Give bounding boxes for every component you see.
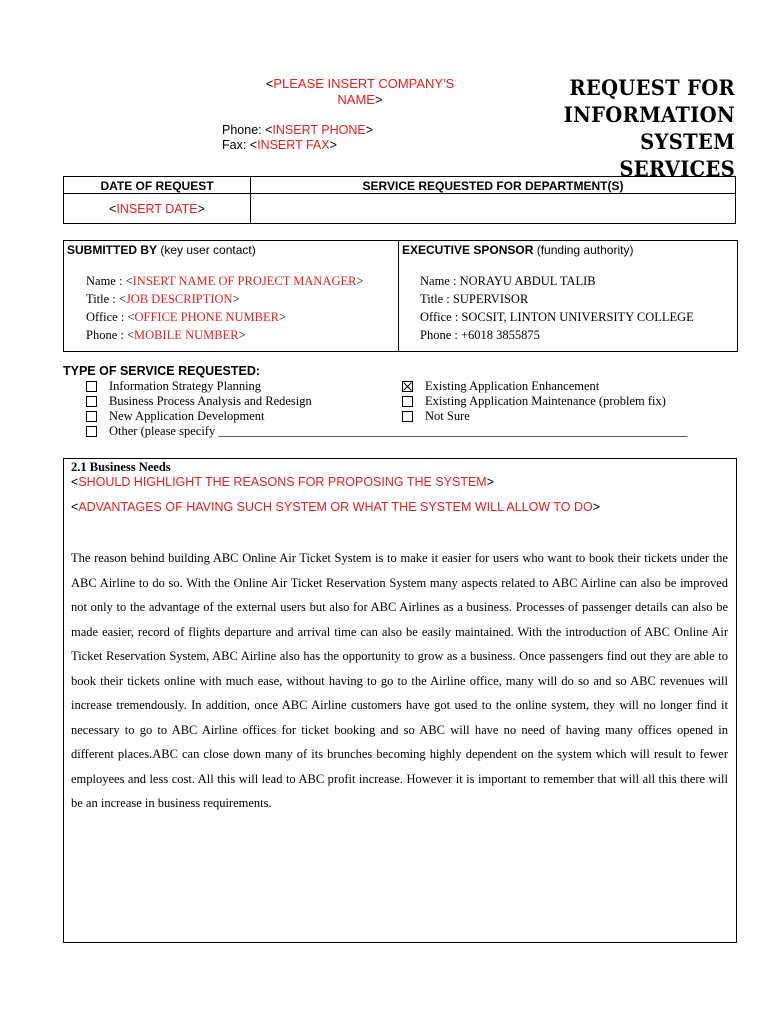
service-type-heading: TYPE OF SERVICE REQUESTED: <box>63 364 261 378</box>
checkbox[interactable] <box>86 396 97 407</box>
row-divider <box>64 193 735 194</box>
sponsor-name: Name : NORAYU ABDUL TALIB <box>420 274 596 288</box>
executive-sponsor-heading: EXECUTIVE SPONSOR (funding authority) <box>402 243 634 257</box>
submitter-title[interactable]: Title : <JOB DESCRIPTION> <box>86 292 240 306</box>
executive-sponsor-fields <box>420 272 694 344</box>
fax-line: Fax: <INSERT FAX> <box>222 138 337 152</box>
submitted-by-heading: SUBMITTED BY (key user contact) <box>67 243 256 257</box>
business-needs-prompt-advantages: <ADVANTAGES OF HAVING SUCH SYSTEM OR WHAT THE SYSTEM WILL ALLOW TO DO> <box>71 500 601 514</box>
submitter-office[interactable]: Office : <OFFICE PHONE NUMBER> <box>86 310 286 324</box>
checkbox[interactable] <box>86 411 97 422</box>
sponsor-office: Office : SOCSIT, LINTON UNIVERSITY COLLEGE <box>420 310 694 324</box>
request-table <box>63 176 736 224</box>
company-name-line2: NAME <box>337 92 375 107</box>
document-title: REQUEST FOR INFORMATION SYSTEM SERVICES <box>563 75 735 181</box>
phone-line: Phone: <INSERT PHONE> <box>222 123 374 137</box>
checkbox[interactable] <box>86 381 97 392</box>
checkbox[interactable] <box>402 396 413 407</box>
phone-placeholder: INSERT PHONE <box>272 123 366 137</box>
business-needs-section <box>63 458 737 943</box>
company-contact <box>222 123 373 153</box>
submitted-by-fields <box>86 272 364 344</box>
service-department-header: SERVICE REQUESTED FOR DEPARTMENT(S) <box>362 179 624 193</box>
column-divider <box>398 241 399 351</box>
business-needs-prompt-reasons: <SHOULD HIGHLIGHT THE REASONS FOR PROPOSING THE SYSTEM> <box>71 475 495 489</box>
date-of-request-header: DATE OF REQUEST <box>100 179 214 193</box>
checkbox[interactable] <box>402 411 413 422</box>
fax-placeholder: INSERT FAX <box>257 138 330 152</box>
checked-checkbox[interactable] <box>402 381 413 392</box>
business-needs-body[interactable]: The reason behind building ABC Online Air Ticket System is to make it easier for users who want to book their tickets under the ABC Airline to do so. With the Online Air Ticket Reservation System many aspects related to ABC Airline can also be improved not only to the advantage of the external users but also for ABC Airlines as a business. Processes of passenger details can also be made easier, record of flights departure and arrival time can also be easily maintained. With the introduction of ABC Online Air Ticket Reservation System, ABC Airline also has the opportunity to grow as a business. Once passengers find out they are able to book their tickets online with much ease, without having to go to the Airline office, many will do so and so ABC revenues will increase tremendously. In addition, once ABC Airline customers have got used to the online system, they will no longer find it necessary to go to ABC Airline offices for ticket booking and so ABC will have no need of having many offices opened in different places.ABC can close down many of its brunches becoming highly dependent on the system which will result to fewer employees and less cost. All this will lead to ABC profit increase. However it is important to remember that will all this there will be an increase in business requirements. <box>71 551 728 810</box>
company-name-placeholder: <PLEASE INSERT COMPANY'S NAME> <box>265 76 455 107</box>
company-name-line1: PLEASE INSERT COMPANY'S <box>273 76 455 91</box>
date-of-request-field[interactable]: <INSERT DATE> <box>109 202 205 216</box>
contacts-table <box>63 240 738 352</box>
submitter-name[interactable]: Name : <INSERT NAME OF PROJECT MANAGER> <box>86 274 364 288</box>
business-needs-heading: 2.1 Business Needs <box>71 460 171 474</box>
sponsor-phone: Phone : +6018 3855875 <box>420 328 540 342</box>
sponsor-title: Title : SUPERVISOR <box>420 292 529 306</box>
checkbox[interactable] <box>86 426 97 437</box>
submitter-phone[interactable]: Phone : <MOBILE NUMBER> <box>86 328 246 342</box>
